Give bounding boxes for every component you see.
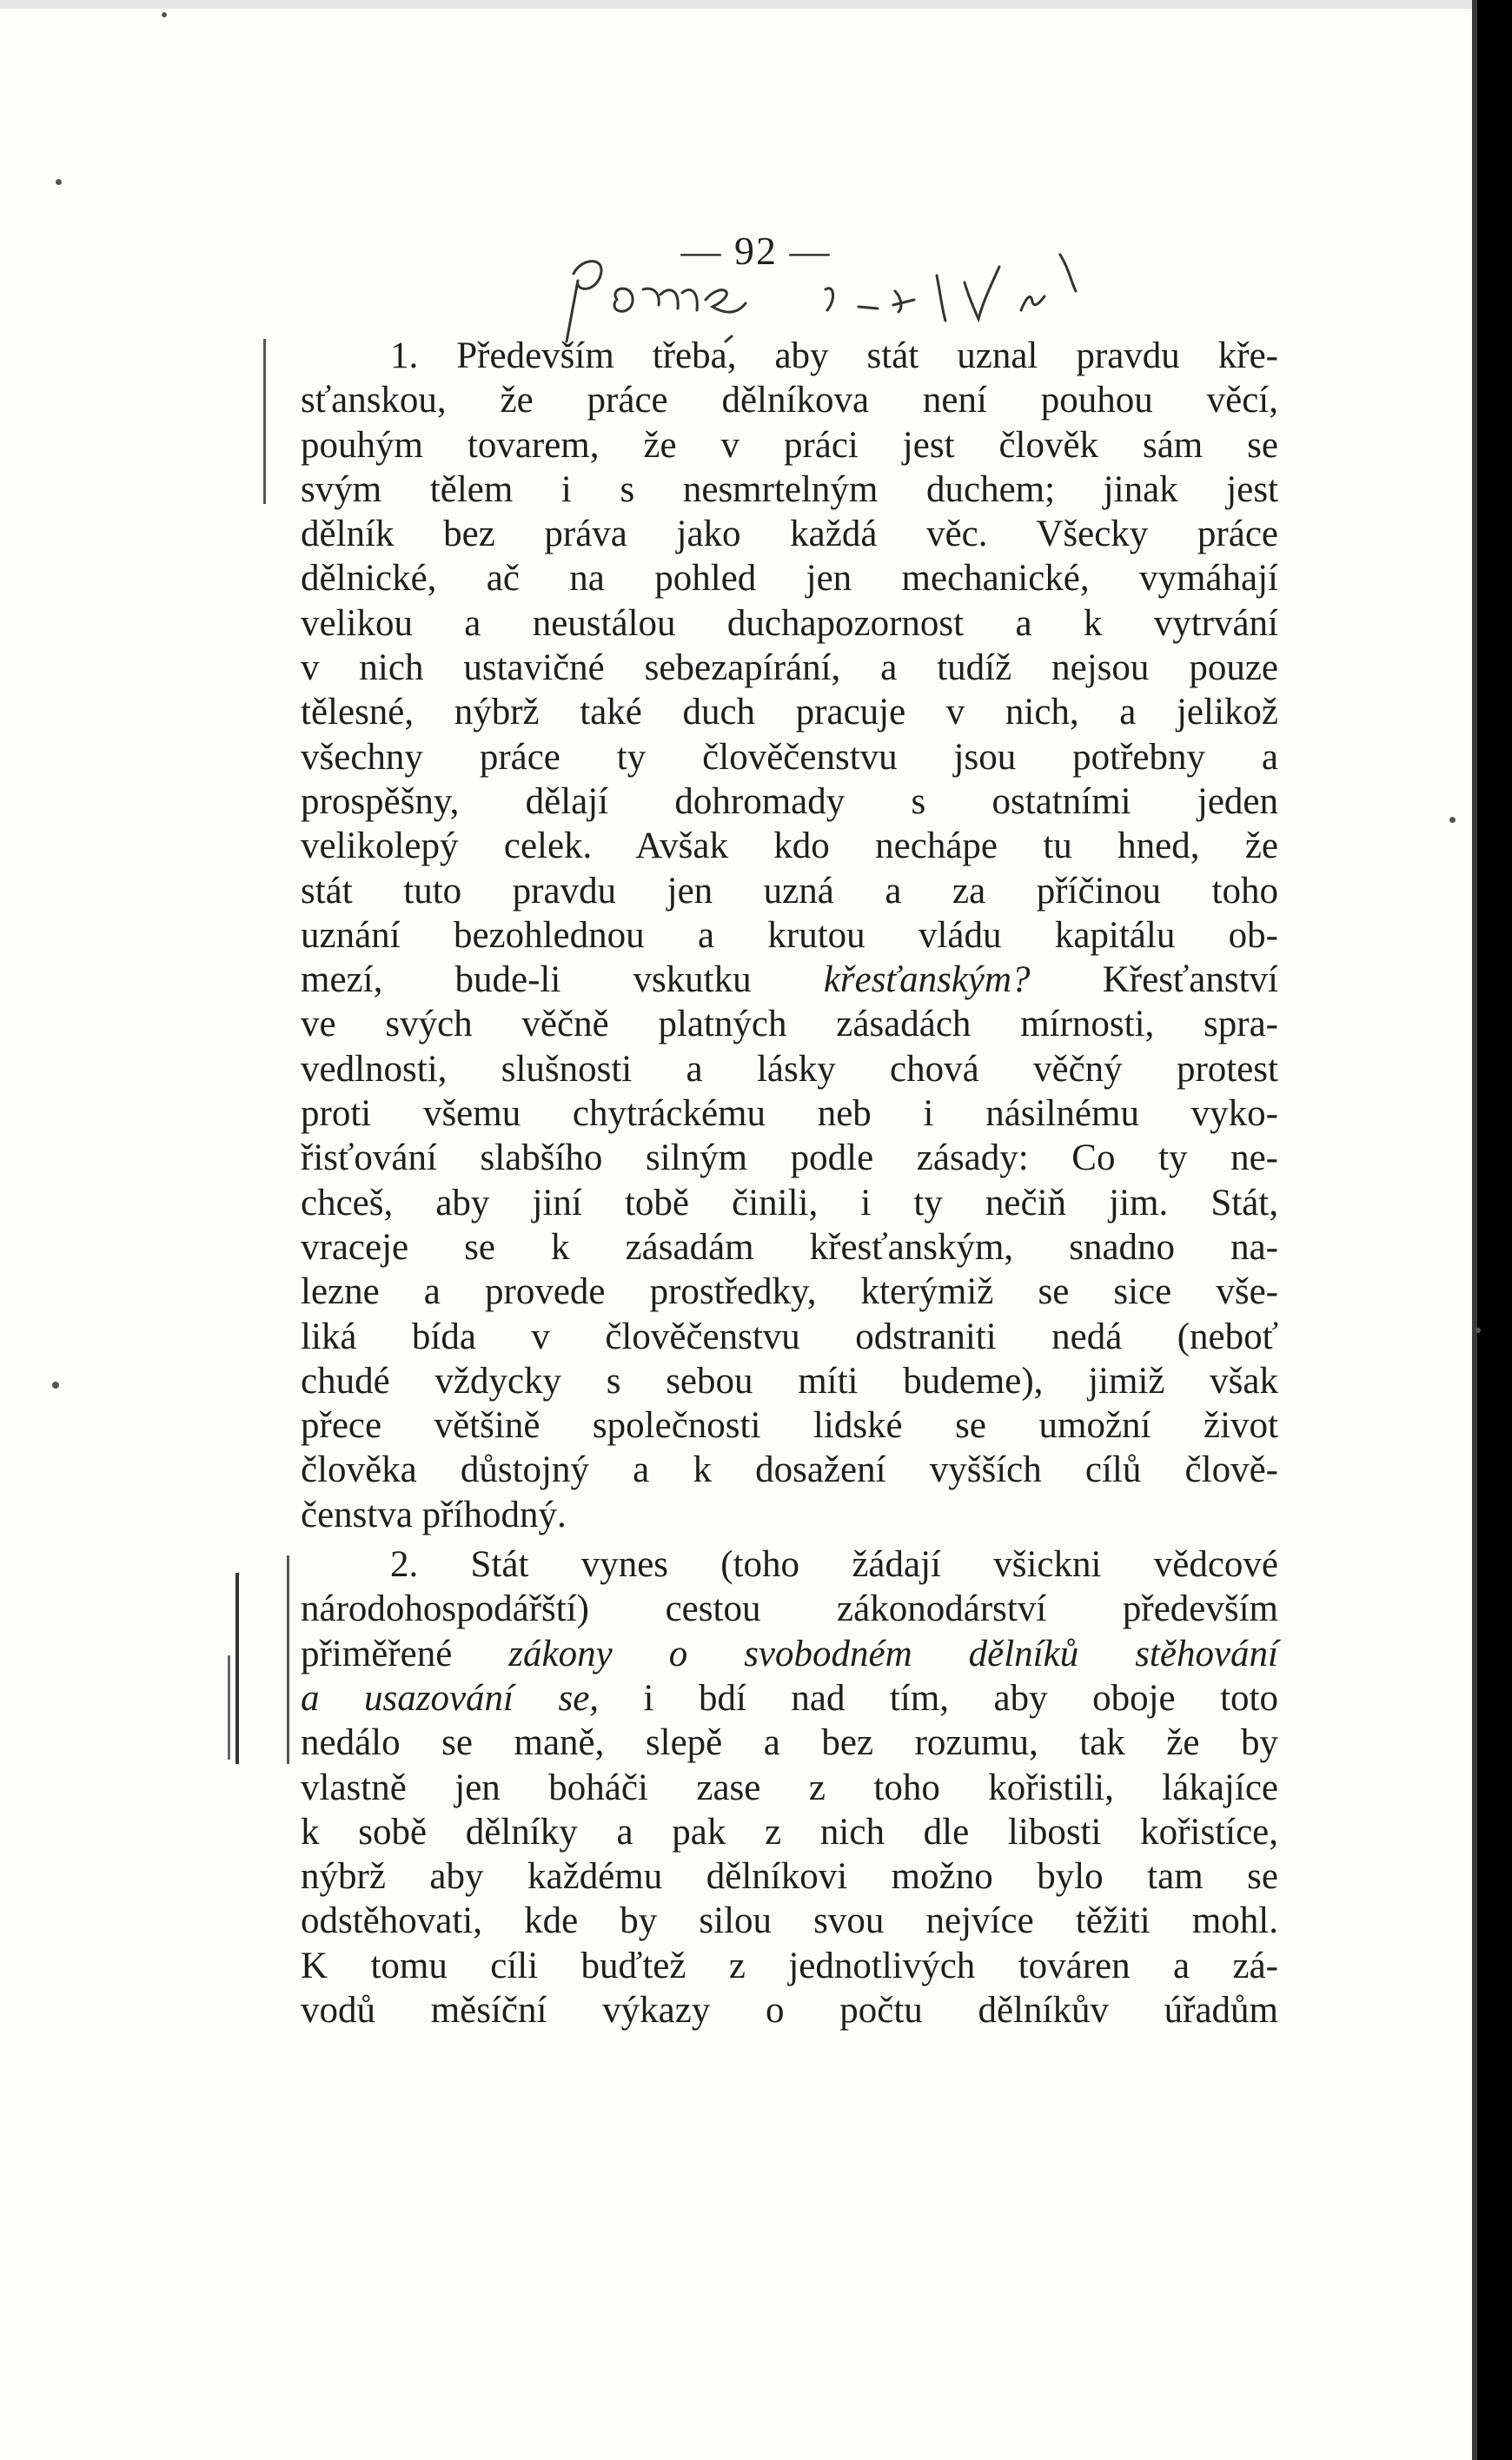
text-run: i bdí nad tím, aby oboje toto [599, 1677, 1278, 1719]
text-line: sťanskou, že práce dělníkova není pouhou věcí, [301, 380, 1278, 421]
text-line: chudé vždycky s sebou míti budeme), jimiž však [301, 1360, 1278, 1402]
text-line: proti všemu chytráckému neb i násilnému vyko- [301, 1093, 1278, 1135]
text-run: Křesťanství [1030, 959, 1279, 1001]
text-line: odstěhovati, kde by silou svou nejvíce těžiti mohl. [301, 1900, 1278, 1942]
text-line: v nich ustavičné sebezapírání, a tudíž nejsou pouze [301, 647, 1278, 689]
scan-speck [1476, 1328, 1481, 1333]
text-line-with-italic [301, 958, 1278, 1002]
scan-speck [162, 12, 167, 17]
text-line: k sobě dělníky a pak z nich dle libosti kořistíce, [301, 1811, 1278, 1853]
text-line: K tomu cíli buďtež z jednotlivých továren a zá- [301, 1945, 1278, 1986]
text-line: člověka důstojný a k dosažení vyšších cílů člově- [301, 1449, 1278, 1491]
text-line: tělesné, nýbrž také duch pracuje v nich, a jelikož [301, 692, 1278, 733]
body-text [301, 334, 1278, 2032]
text-line: liká bída v člověčenstvu odstraniti nedá (neboť [301, 1316, 1278, 1357]
text-line: prospěšny, dělají dohromady s ostatními jeden [301, 780, 1278, 822]
text-line: vedlnosti, slušnosti a lásky chová věčný protest [301, 1048, 1278, 1090]
text-line: vlastně jen boháči zase z toho kořistili, lákajíce [301, 1767, 1278, 1808]
paragraph-1 [301, 334, 1278, 1537]
text-line-with-italic [301, 1676, 1278, 1721]
text-line: čenstva příhodný. [301, 1494, 567, 1535]
text-line: 1. Především třeba, aby stát uznal pravdu kře- [390, 335, 1278, 376]
text-line: uznání bezohlednou a krutou vládu kapitálu ob- [301, 914, 1278, 956]
italic-emphasis: zákony o svobodném dělníků stěhování [508, 1633, 1278, 1674]
text-line: dělník bez práva jako každá věc. Všecky práce [301, 514, 1278, 555]
text-line: nýbrž aby každému dělníkovi možno bylo tam se [301, 1856, 1278, 1898]
page-number: — 92 — [680, 229, 832, 273]
text-line: velikou a neustálou duchapozornost a k vytrvání [301, 602, 1278, 644]
text-line-with-italic [301, 1632, 1278, 1676]
text-line: nedálo se maně, slepě a bez rozumu, tak že by [301, 1722, 1278, 1764]
text-line: vodů měsíční výkazy o počtu dělníkův úřadům [301, 1989, 1278, 2031]
scan-top-edge [0, 0, 1512, 9]
scan-speck [56, 179, 62, 185]
text-line: stát tuto pravdu jen uzná a za příčinou toho [301, 870, 1278, 912]
margin-pencil-line-bottom-c [287, 1555, 289, 1764]
scan-speck [52, 1382, 59, 1389]
paragraph-2 [301, 1542, 1278, 2032]
text-line: dělnické, ač na pohled jen mechanické, vymáhají [301, 558, 1278, 600]
italic-emphasis: křesťanským? [823, 959, 1031, 1001]
text-line: řisťování slabšího silným podle zásady: Co ty ne- [301, 1137, 1278, 1179]
text-line: chceš, aby jiní tobě činili, i ty nečiň jim. Stát, [301, 1182, 1278, 1223]
text-line: velikolepý celek. Avšak kdo nechápe tu hned, že [301, 826, 1278, 867]
text-line: ve svých věčně platných zásadách mírnosti, spra- [301, 1004, 1278, 1045]
scan-right-border [1477, 0, 1512, 2460]
text-run: mezí, bude-li vskutku [301, 959, 824, 1001]
text-line: svým tělem i s nesmrtelným duchem; jinak jest [301, 468, 1278, 510]
text-line: pouhým tovarem, že v práci jest člověk sám se [301, 424, 1278, 466]
text-line: lezne a provede prostředky, kterýmiž se sice vše- [301, 1271, 1278, 1313]
scan-speck [1449, 817, 1456, 823]
text-line: 2. Stát vynes (toho žádají všickni vědcové [390, 1544, 1278, 1586]
margin-pencil-line-bottom-b [228, 1655, 230, 1760]
text-line: všechny práce ty člověčenstvu jsou potřebny a [301, 736, 1278, 778]
italic-emphasis: a usazování se, [301, 1677, 600, 1719]
margin-pencil-line-bottom-a [235, 1573, 239, 1764]
text-line: národohospodářští) cestou zákonodárství především [301, 1588, 1278, 1630]
text-line: přece většině společnosti lidské se umožní život [301, 1405, 1278, 1447]
text-line: vraceje se k zásadám křesťanským, snadno na- [301, 1226, 1278, 1268]
text-run: přiměřené [301, 1633, 509, 1674]
margin-pencil-line-top [263, 339, 266, 504]
